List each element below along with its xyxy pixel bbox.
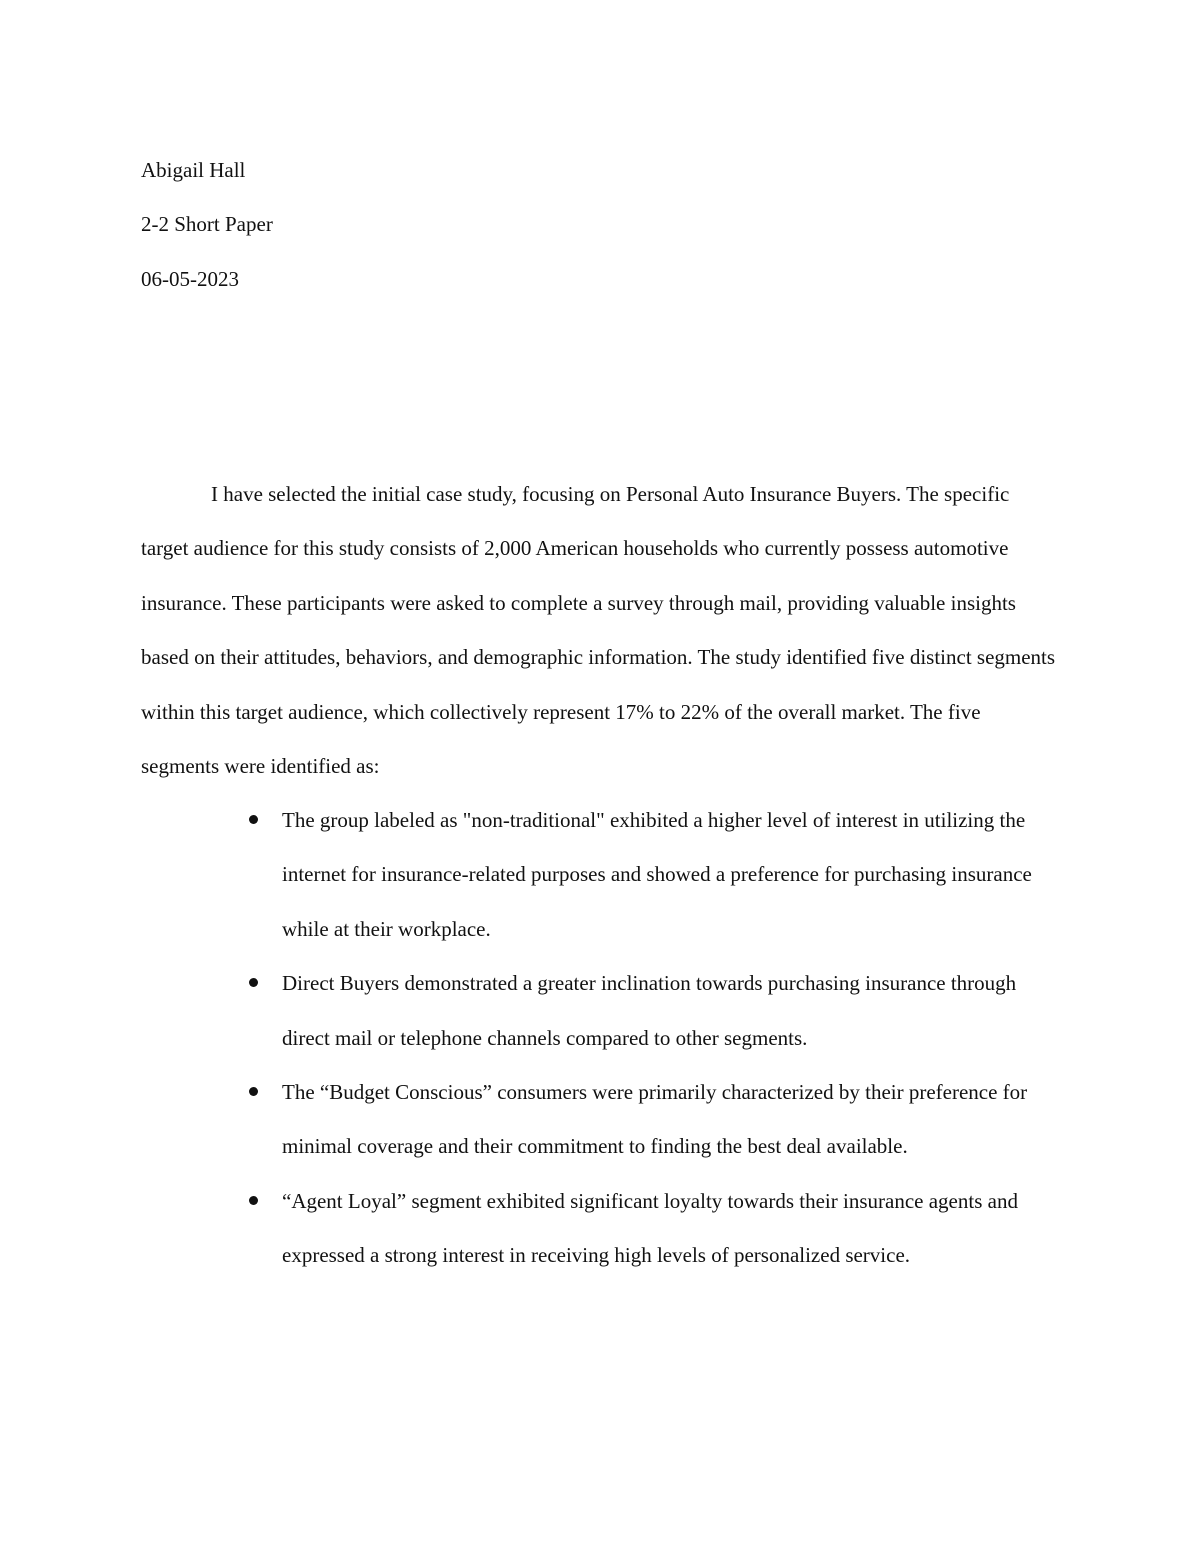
list-item <box>141 1065 1061 1174</box>
bullet-icon <box>249 1196 258 1205</box>
bullet-icon <box>249 978 258 987</box>
segment-list <box>141 793 1061 1283</box>
segment-text: The group labeled as "non-traditional" exhibited a higher level of interest in utilizing the internet for insurance-related purposes and showed a preference for purchasing insurance while at their workplace. <box>282 808 1032 941</box>
bullet-icon <box>249 1087 258 1096</box>
paper-date: 06-05-2023 <box>141 266 239 291</box>
list-item <box>141 793 1061 956</box>
bullet-icon <box>249 815 258 824</box>
list-item <box>141 1174 1061 1283</box>
list-item <box>141 956 1061 1065</box>
segment-text: Direct Buyers demonstrated a greater inclination towards purchasing insurance through direct mail or telephone channels compared to other segments. <box>282 971 1017 1050</box>
paper-header <box>141 143 741 306</box>
assignment-title: 2-2 Short Paper <box>141 212 273 237</box>
author-name: Abigail Hall <box>141 158 246 182</box>
intro-paragraph: I have selected the initial case study, focusing on Personal Auto Insurance Buyers. The specific target audience for this study consists of 2,000 American households who currently possess automotive insurance. These participants were asked to complete a survey through mail, providing valuable insights based on their attitudes, behaviors, and demographic information. The study identified five distinct segments within this target audience, which collectively represent 17% to 22% of the overall market. The five segments were identified as: <box>141 482 1056 779</box>
segment-text: The “Budget Conscious” consumers were primarily characterized by their preference for minimal coverage and their commitment to finding the best deal available. <box>282 1080 1028 1159</box>
segment-text: “Agent Loyal” segment exhibited significant loyalty towards their insurance agents and expressed a strong interest in receiving high levels of personalized service. <box>282 1188 1018 1268</box>
